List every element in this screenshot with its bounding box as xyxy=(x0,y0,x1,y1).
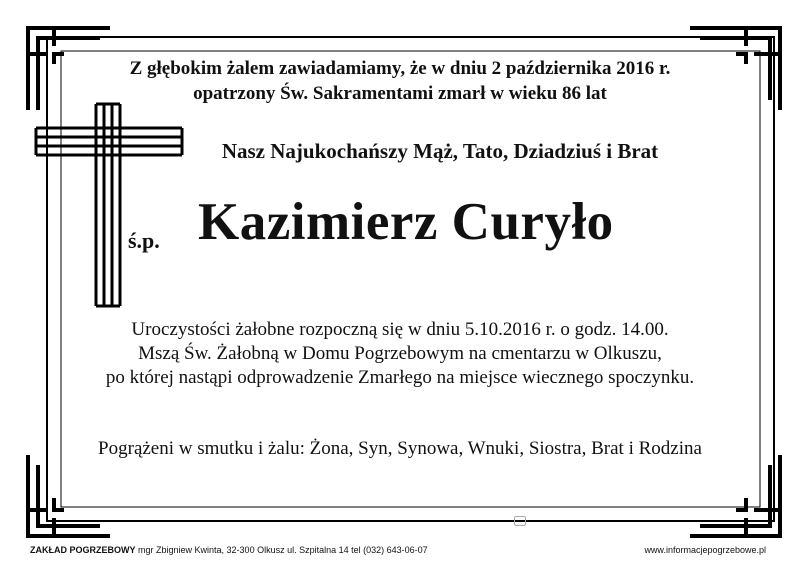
ceremony-line-3: po której nastąpi odprowadzenie Zmarłego na miejsce wiecznego spoczynku. xyxy=(105,367,695,388)
footer-details: mgr Zbigniew Kwinta, 32-300 Olkusz ul. Szpitalna 14 tel (032) 643-06-07 xyxy=(138,545,428,555)
ceremony-line-1: Uroczystości żałobne rozpoczną się w dniu 5.10.2016 r. o godz. 14.00. xyxy=(131,319,669,340)
ceremony-info xyxy=(0,318,800,390)
cross-icon xyxy=(36,104,182,306)
announcement-line-1: Z głębokim żalem zawiadamiamy, że w dniu 2 października 2016 r. xyxy=(129,58,671,79)
footer-company xyxy=(30,545,428,555)
corner-ornament-bottom-left xyxy=(28,455,110,536)
small-mark xyxy=(514,516,526,526)
corner-ornament-bottom-right xyxy=(690,455,780,536)
footer-website: www.informacjepogrzebowe.pl xyxy=(644,545,766,555)
deceased-name: Kazimierz Curyło xyxy=(198,193,614,251)
mourners-line: Pogrążeni w smutku i żalu: Żona, Syn, Synowa, Wnuki, Siostra, Brat i Rodzina xyxy=(98,438,702,459)
announcement-line-2: opatrzony Św. Sakramentami zmarł w wieku 86 lat xyxy=(193,83,607,104)
footer-firm-name: ZAKŁAD POGRZEBOWY xyxy=(30,545,136,555)
relation-heading: Nasz Najukochańszy Mąż, Tato, Dziadziuś i Brat xyxy=(221,139,659,163)
sp-prefix: ś.p. xyxy=(128,228,160,253)
ceremony-line-2: Mszą Św. Żałobną w Domu Pogrzebowym na cmentarzu w Olkuszu, xyxy=(138,343,662,364)
